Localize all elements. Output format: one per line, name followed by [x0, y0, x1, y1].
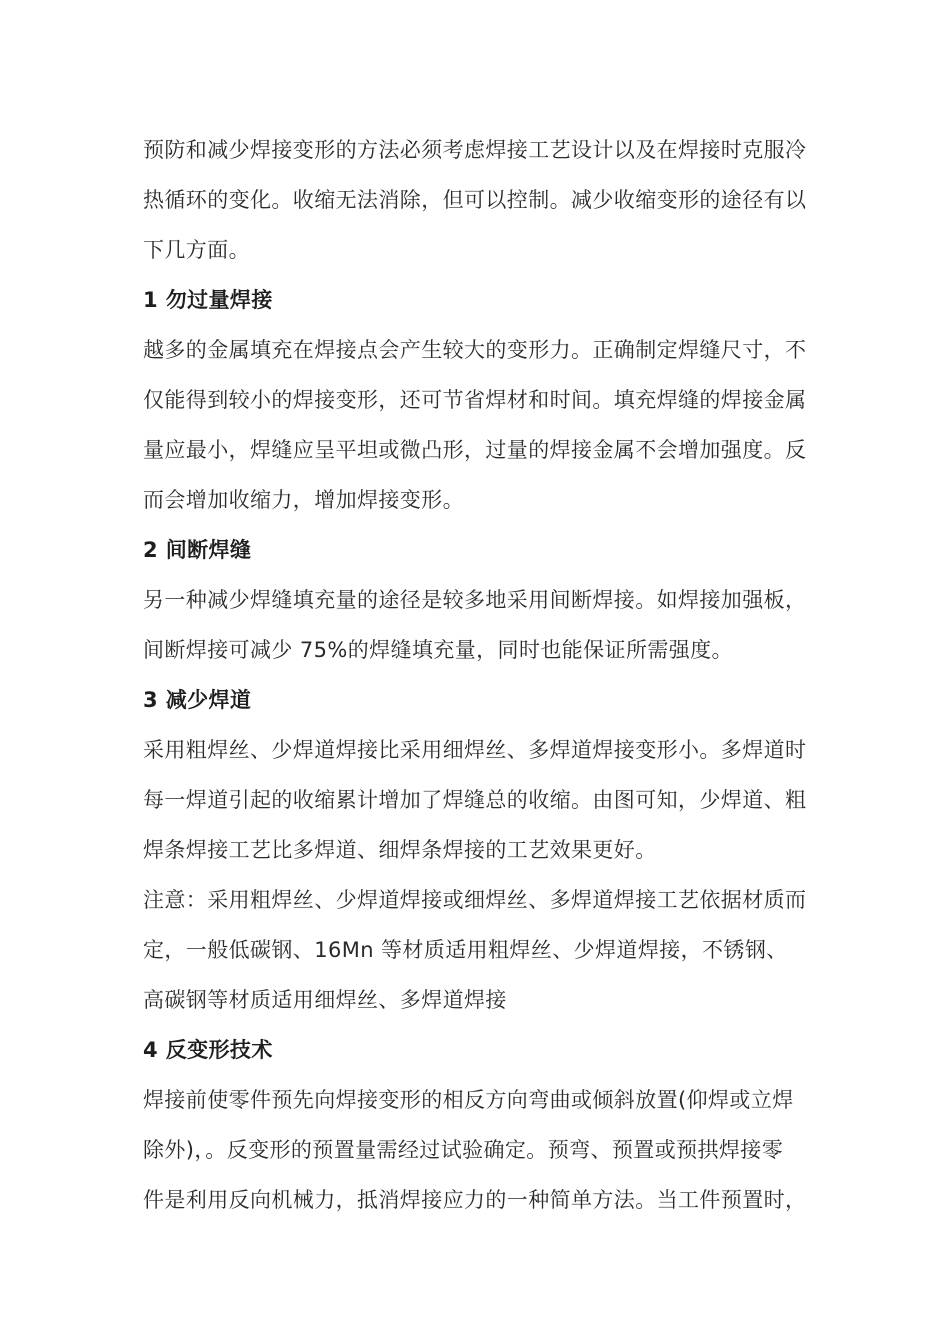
section-3-paragraph — [143, 725, 811, 875]
text-line: 除外)，。反变形的预置量需经过试验确定。预弯、预置或预拱焊接零 — [143, 1138, 784, 1162]
text-line: 量应最小，焊缝应呈平坦或微凸形，过量的焊接金属不会增加强度。反 — [143, 438, 807, 462]
document-page — [143, 125, 811, 1225]
section-heading-2: 2 间断焊缝 — [143, 538, 252, 562]
section-2-paragraph — [143, 575, 811, 675]
text-line: 仅能得到较小的焊接变形，还可节省焊材和时间。填充焊缝的焊接金属 — [143, 388, 807, 412]
text-line: 高碳钢等材质适用细焊丝、多焊道焊接 — [143, 988, 507, 1012]
text-line: 下几方面。 — [143, 238, 250, 262]
text-line: 而会增加收缩力，增加焊接变形。 — [143, 488, 464, 512]
intro-paragraph — [143, 125, 811, 275]
text-line: 每一焊道引起的收缩累计增加了焊缝总的收缩。由图可知，少焊道、粗 — [143, 788, 807, 812]
text-line: 预防和减少焊接变形的方法必须考虑焊接工艺设计以及在焊接时克服冷 — [143, 138, 807, 162]
note-paragraph — [143, 875, 811, 1025]
text-line: 另一种减少焊缝填充量的途径是较多地采用间断焊接。如焊接加强板， — [143, 588, 807, 612]
text-line: 焊接前使零件预先向焊接变形的相反方向弯曲或倾斜放置(仰焊或立焊 — [143, 1088, 794, 1112]
text-line: 越多的金属填充在焊接点会产生较大的变形力。正确制定焊缝尺寸，不 — [143, 338, 807, 362]
section-4-paragraph — [143, 1075, 811, 1225]
section-heading-4: 4 反变形技术 — [143, 1038, 273, 1062]
text-line: 采用粗焊丝、少焊道焊接比采用细焊丝、多焊道焊接变形小。多焊道时 — [143, 738, 807, 762]
section-heading-3: 3 减少焊道 — [143, 688, 252, 712]
section-heading-1: 1 勿过量焊接 — [143, 288, 273, 312]
text-line: 焊条焊接工艺比多焊道、细焊条焊接的工艺效果更好。 — [143, 838, 657, 862]
text-line: 热循环的变化。收缩无法消除，但可以控制。减少收缩变形的途径有以 — [143, 188, 807, 212]
text-line: 间断焊接可减少 75%的焊缝填充量，同时也能保证所需强度。 — [143, 638, 733, 662]
text-line: 注意：采用粗焊丝、少焊道焊接或细焊丝、多焊道焊接工艺依据材质而 — [143, 888, 807, 912]
text-line: 定，一般低碳钢、16Mn 等材质适用粗焊丝、少焊道焊接，不锈钢、 — [143, 938, 788, 962]
section-1-paragraph — [143, 325, 811, 525]
text-line: 件是利用反向机械力，抵消焊接应力的一种简单方法。当工件预置时， — [143, 1188, 807, 1212]
